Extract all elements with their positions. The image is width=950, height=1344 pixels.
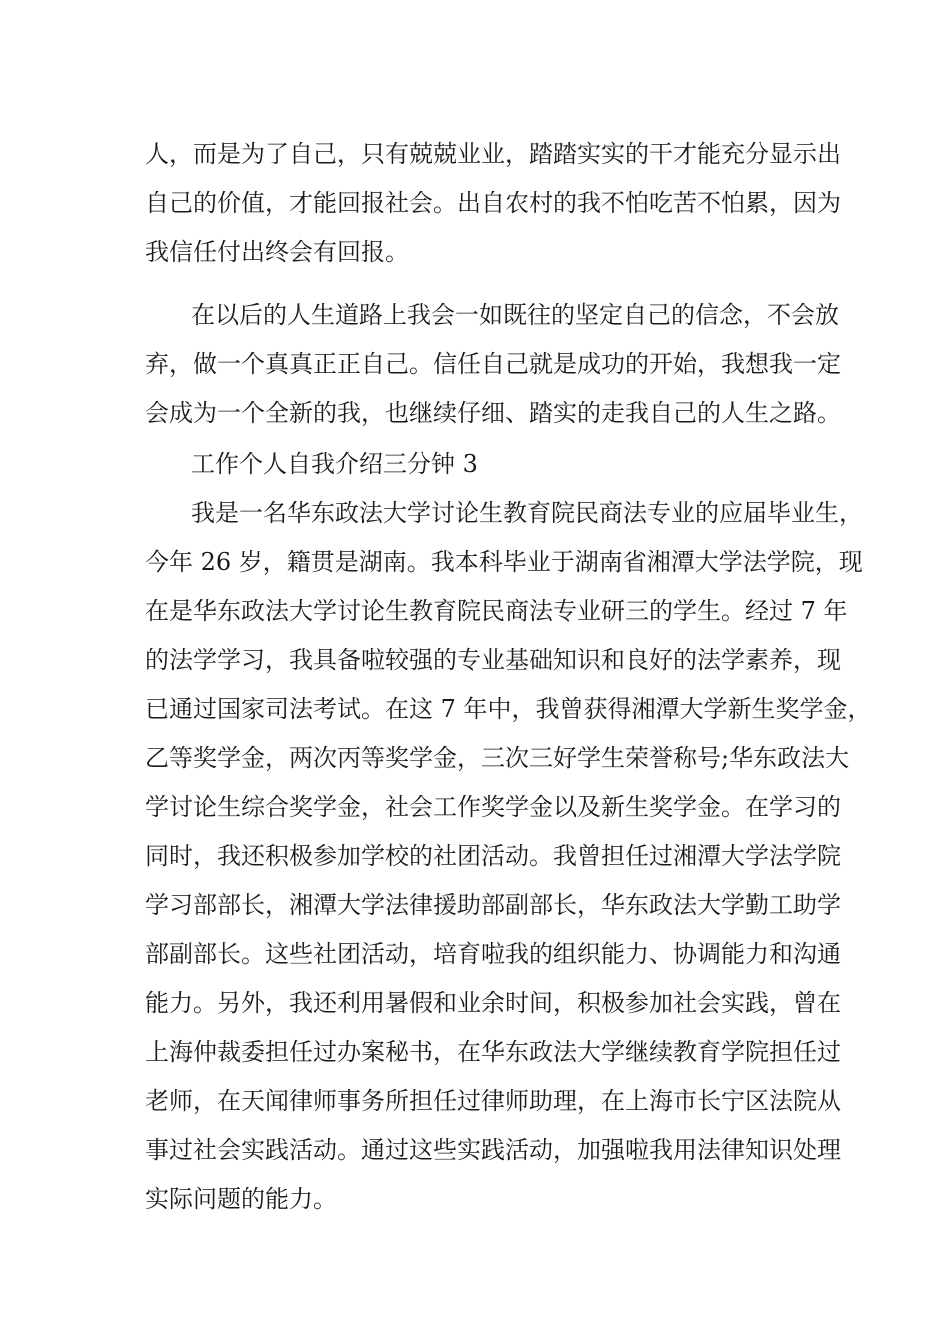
text-line: 我信任付出终会有回报。: [145, 238, 409, 266]
text-line: 实际问题的能力。: [145, 1185, 337, 1213]
text-line: 老师，在天闻律师事务所担任过律师助理，在上海市长宁区法院从: [145, 1087, 841, 1115]
section-heading: [145, 440, 825, 489]
text-line: 弃，做一个真真正正自己。信任自己就是成功的开始，我想我一定: [145, 350, 841, 378]
text-line: 我是一名华东政法大学讨论生教育院民商法专业的应届毕业生，: [191, 499, 863, 527]
text-line: 人，而是为了自己，只有兢兢业业，踏踏实实的干才能充分显示出: [145, 140, 841, 168]
text-line: 事过社会实践活动。通过这些实践活动，加强啦我用法律知识处理: [145, 1136, 841, 1164]
paragraph-1: [145, 130, 841, 277]
text-line: 今年 26 岁，籍贯是湖南。我本科毕业于湖南省湘潭大学法学院，现: [145, 548, 863, 576]
text-line: 会成为一个全新的我，也继续仔细、踏实的走我自己的人生之路。: [145, 399, 841, 427]
text-line: 的法学学习，我具备啦较强的专业基础知识和良好的法学素养，现: [145, 646, 841, 674]
heading-text: 工作个人自我介绍三分钟 3: [191, 450, 478, 478]
text-line: 学讨论生综合奖学金，社会工作奖学金以及新生奖学金。在学习的: [145, 793, 841, 821]
text-line: 乙等奖学金，两次丙等奖学金，三次三好学生荣誉称号;华东政法大: [145, 744, 850, 772]
text-line: 自己的价值，才能回报社会。出自农村的我不怕吃苦不怕累，因为: [145, 189, 841, 217]
text-line: 学习部部长，湘潭大学法律援助部副部长，华东政法大学勤工助学: [145, 891, 841, 919]
text-line: 上海仲裁委担任过办案秘书，在华东政法大学继续教育学院担任过: [145, 1038, 841, 1066]
text-line: 能力。另外，我还利用暑假和业余时间，积极参加社会实践，曾在: [145, 989, 841, 1017]
text-line: 同时，我还积极参加学校的社团活动。我曾担任过湘潭大学法学院: [145, 842, 841, 870]
text-line: 在以后的人生道路上我会一如既往的坚定自己的信念，不会放: [191, 301, 839, 329]
document-body: [145, 130, 872, 1224]
paragraph-3: [145, 489, 872, 1224]
paragraph-2: [145, 291, 841, 438]
text-line: 已通过国家司法考试。在这 7 年中，我曾获得湘潭大学新生奖学金，: [145, 695, 872, 723]
text-line: 部副部长。这些社团活动，培育啦我的组织能力、协调能力和沟通: [145, 940, 841, 968]
text-line: 在是华东政法大学讨论生教育院民商法专业研三的学生。经过 7 年: [145, 597, 848, 625]
